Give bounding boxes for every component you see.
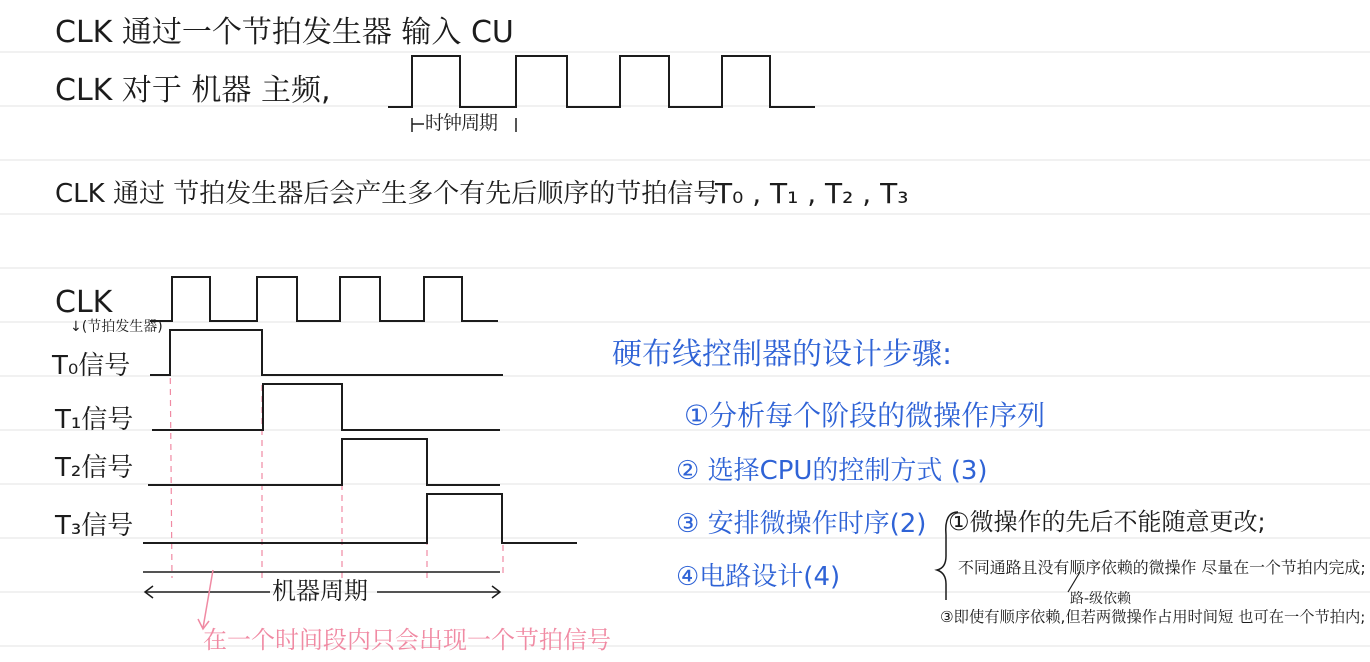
t1-signal-label: T₁信号 <box>55 405 134 435</box>
design-step-1: ①分析每个阶段的微操作序列 <box>684 399 1046 432</box>
clk-label: CLK <box>55 285 113 320</box>
note-line-beat-generator: CLK 通过 节拍发生器后会产生多个有先后顺序的节拍信号 <box>55 179 720 209</box>
clk-sub-label: ↓(节拍发生器) <box>70 319 163 335</box>
sub-rule-2: 不同通路且没有顺序依赖的微操作 尽量在一个节拍内完成; <box>958 558 1366 577</box>
pink-note: 在一个时间段内只会出现一个节拍信号 <box>203 626 611 654</box>
design-step-3: ③ 安排微操作时序(2) <box>676 509 927 539</box>
t0-signal-label: T₀信号 <box>52 351 131 381</box>
sub-rule-1: ①微操作的先后不能随意更改; <box>948 508 1266 536</box>
note-line-clk-frequency: CLK 对于 机器 主频, <box>55 73 331 108</box>
machine-cycle-label: 机器周期 <box>272 577 368 605</box>
design-steps-title: 硬布线控制器的设计步骤: <box>612 337 953 372</box>
clock-period-label: 时钟周期 <box>425 112 498 134</box>
design-step-2: ② 选择CPU的控制方式 (3) <box>676 456 988 486</box>
t0-waveform <box>150 330 503 375</box>
sub-rule-2-note: 路-级依赖 <box>1070 591 1132 607</box>
design-step-4: ④电路设计(4) <box>676 562 841 592</box>
sub-rule-3: ③即使有顺序依赖,但若两微操作占用时间短 也可在一个节拍内; <box>940 608 1366 626</box>
pink-pointer-line <box>203 570 213 628</box>
t3-waveform <box>143 494 577 543</box>
clk-square-wave <box>150 277 498 321</box>
t2-signal-label: T₂信号 <box>55 453 134 483</box>
t2-waveform <box>148 439 500 485</box>
note-line-clk-input: CLK 通过一个节拍发生器 输入 CU <box>55 15 514 50</box>
signal-list: T₀ , T₁ , T₂ , T₃ <box>715 177 909 210</box>
t3-signal-label: T₃信号 <box>55 511 134 541</box>
t1-waveform <box>152 384 500 430</box>
